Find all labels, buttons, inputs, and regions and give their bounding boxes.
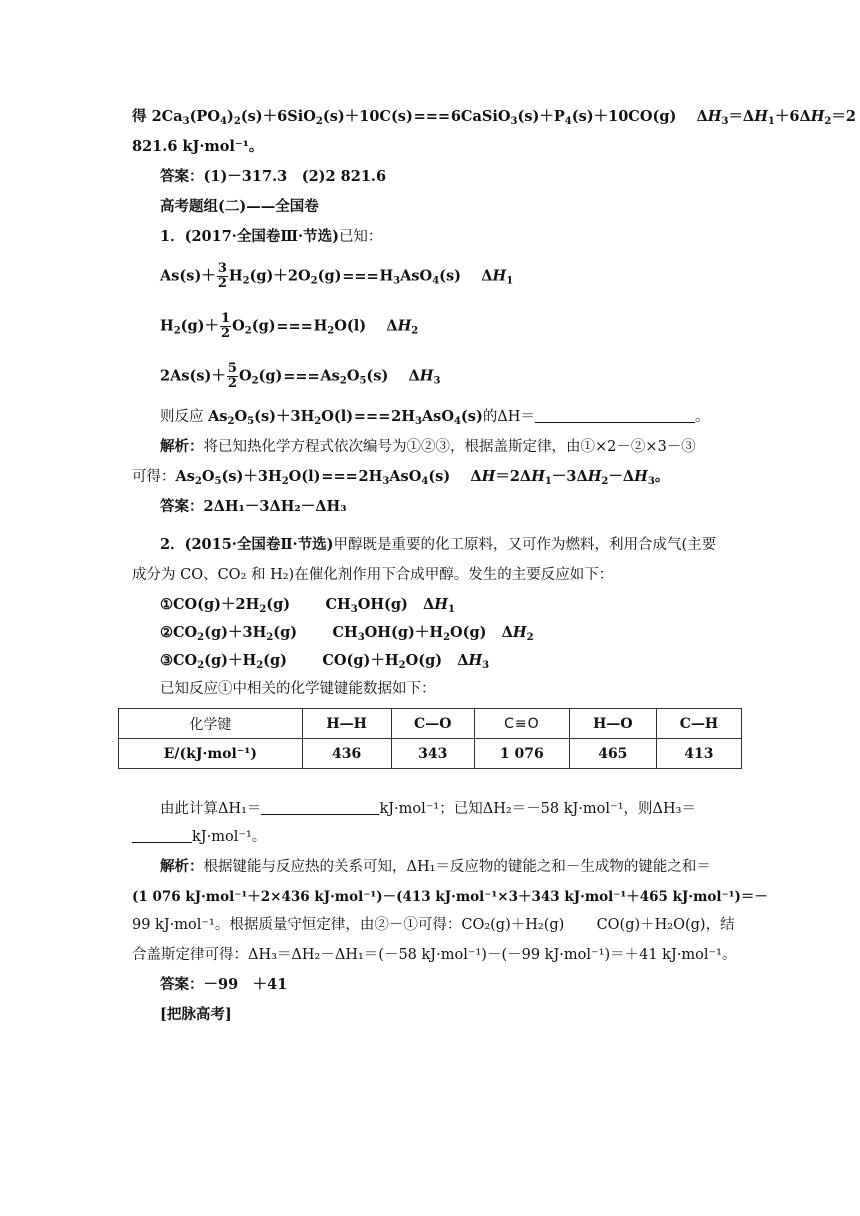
reaction-3: $③CO_2(g)+H_2(g)$ $CO(g)+H_2O(g)$ $\Delta H_3$ [160, 652, 490, 671]
table-intro: 已知反应①中相关的化学键键能数据如下： [160, 681, 436, 697]
equation-3: 2As(s)＋ $\frac{5}{2}$ $O_2(g)===As_2O_5(s)$ $\Delta H_3$ [160, 361, 441, 391]
bond-energy-table [118, 708, 742, 769]
table-cell: 436 [302, 739, 391, 769]
table-row-label: E/(kJ·mol⁻¹) [119, 739, 303, 769]
table-cell: 343 [391, 739, 474, 769]
table-header-cell: C—O [391, 709, 474, 739]
table-cell: 1 076 [474, 739, 569, 769]
exam-group-title: 高考题组(二)——全国卷 [160, 198, 319, 215]
question-2-intro-cont: 成分为 CO、CO₂ 和 H₂)在催化剂作用下合成甲醇。发生的主要反应如下： [132, 567, 614, 583]
question-1-answer: 答案：2ΔH₁－3ΔH₂－ΔH₃ [160, 498, 347, 515]
answer-blank-1[interactable] [261, 814, 379, 815]
equation-2: $H_2(g)+$ $\frac{1}{2}$ $O_2(g)===H_2O(l)$ $\Delta H_2$ [160, 311, 419, 341]
question-2-answer: 答案：－99 ＋41 [160, 976, 288, 993]
section-footer: [把脉高考] [160, 1006, 232, 1023]
table-cell: 465 [569, 739, 656, 769]
question-2-calc: 由此计算ΔH₁＝ kJ·mol⁻¹；已知ΔH₂＝－58 kJ·mol⁻¹，则ΔH₃＝ [160, 801, 696, 817]
equation-line-continued: 得 $2Ca_3(PO_4)_2(s)+6SiO_2(s)+10C(s)===6CaSiO_3(s)+P_4(s)+10CO(g)$ $\Delta H_3=\Delta H_1+6\Delta H_2=2$ [132, 108, 856, 127]
question-2-analysis-line-3: 99 kJ·mol⁻¹。根据质量守恒定律，由②－①可得：CO₂(g)＋H₂(g) CO(g)＋H₂O(g)，结 [132, 917, 735, 933]
question-2-calc-cont: kJ·mol⁻¹。 [132, 826, 266, 848]
equation-1: As(s)＋ $\frac{3}{2}$ $H_2(g)+2O_2(g)===H_3AsO_4(s)$ $\Delta H_1$ [160, 261, 514, 291]
question-2-header: 2．(2015·全国卷Ⅱ·节选)甲醇既是重要的化工原料，又可作为燃料，利用合成气(主要 [160, 536, 717, 553]
table-header-cell: 化学键 [119, 709, 303, 739]
table-header-cell: C≡O [474, 709, 569, 739]
table-header-cell: H—H [302, 709, 391, 739]
question-2-analysis-line-2: (1 076 kJ·mol⁻¹＋2×436 kJ·mol⁻¹)－(413 kJ·mol⁻¹×3＋343 kJ·mol⁻¹＋465 kJ·mol⁻¹)＝－ [132, 889, 768, 905]
table-cell: 413 [656, 739, 741, 769]
question-2-analysis-line-4: 合盖斯定律可得：ΔH₃＝ΔH₂－ΔH₁＝(－58 kJ·mol⁻¹)－(－99 kJ·mol⁻¹)＝＋41 kJ·mol⁻¹。 [132, 947, 737, 963]
question-1-analysis-cont: 可得：$As_2O_5(s)+3H_2O(l)===2H_3AsO_4(s)$ $\Delta H=2\Delta H_1-3\Delta H_2-\Delta H_3$。 [132, 468, 670, 487]
table-row [119, 739, 742, 769]
table-header-row [119, 709, 742, 739]
previous-answer: 答案：(1)－317.3 (2)2 821.6 [160, 168, 387, 185]
answer-blank-2[interactable] [132, 842, 192, 843]
question-2-analysis: 解析：根据键能与反应热的关系可知，ΔH₁＝反应物的键能之和－生成物的键能之和＝ [160, 858, 711, 875]
table-header-cell: H—O [569, 709, 656, 739]
question-1-analysis: 解析：将已知热化学方程式依次编号为①②③，根据盖斯定律，由①×2－②×3－③ [160, 438, 696, 455]
question-1-header: 1．(2017·全国卷Ⅲ·节选)已知： [160, 228, 383, 245]
table-header-cell: C—H [656, 709, 741, 739]
reaction-1: $①CO(g)+2H_2(g)$ $CH_3OH(g)$ $\Delta H_1$ [160, 596, 455, 615]
reaction-2: $②CO_2(g)+3H_2(g)$ $CH_3OH(g)+H_2O(g)$ $\Delta H_2$ [160, 624, 534, 643]
answer-blank[interactable] [535, 422, 695, 423]
question-1-ask: 则反应 $As_2O_5(s)+3H_2O(l)===2H_3AsO_4(s)$的ΔH＝ 。 [160, 408, 710, 427]
equation-value: 821.6 kJ·mol⁻¹。 [132, 138, 264, 155]
